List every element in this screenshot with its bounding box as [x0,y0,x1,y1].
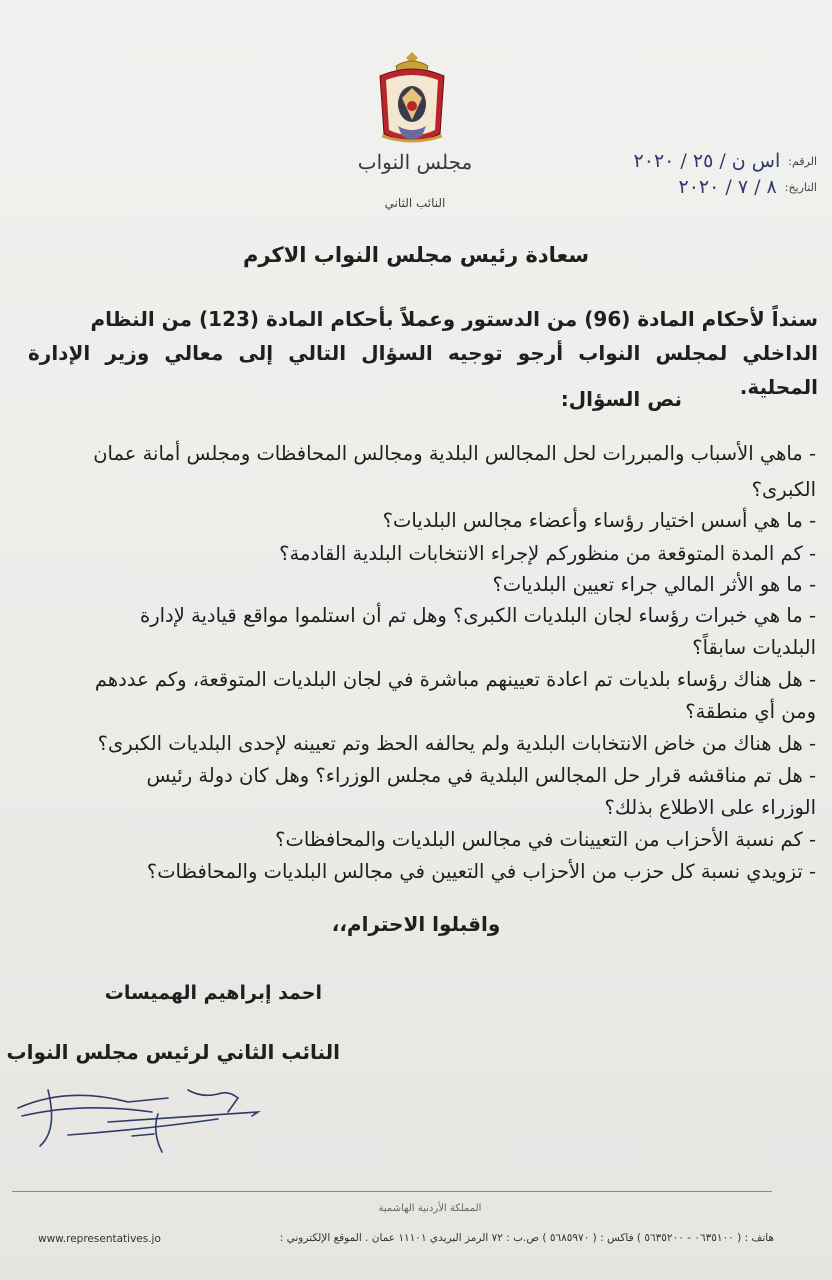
date-row [679,176,818,198]
footer-contact: هاتف : ( ٠٦٣٥١٠٠ - ٥٦٣٥٢٠٠ ) فاكس : ( ٥٦٨٥٩٧٠ ) ص.ب : ٧٢ الرمز البريدي ١١١٠١ عمان . الموقع الإلكتروني : [279,1232,774,1244]
intro-line-1: سنداً لأحكام المادة (96) من الدستور وعملاً بأحكام المادة (123) من النظام [90,307,818,331]
question-heading: نص السؤال: [560,387,682,411]
question-line: - ما هو الأثر المالي جراء تعيين البلديات؟ [492,573,816,596]
signatory-name: احمد إبراهيم الهميسات [104,982,322,1004]
question-line: الكبرى؟ [751,478,816,501]
royal-crest-icon [372,48,452,148]
footer-org-name: المملكة الأردنية الهاشمية [378,1203,482,1214]
signatory-title: النائب الثاني لرئيس مجلس النواب [6,1040,340,1064]
question-line: - هل هناك رؤساء بلديات تم اعادة تعيينهم مباشرة في لجان البلديات المتوقعة، وكم عددهم [94,668,816,691]
website-link[interactable]: www.representatives.jo [38,1233,161,1245]
question-line: - ماهي الأسباب والمبررات لحل المجالس البلدية ومجالس المحافظات ومجلس أمانة عمان [93,442,816,465]
reference-value: اس ن / ٢٥ / ٢٠٢٠ [633,150,781,172]
question-line: - هل تم مناقشه قرار حل المجالس البلدية في مجلس الوزراء؟ وهل كان دولة رئيس [146,764,816,787]
reference-label: الرقم: [788,154,817,168]
question-line: - تزويدي نسبة كل حزب من الأحزاب في التعيين في مجالس البلديات والمحافظات؟ [146,860,816,883]
org-name-calligraphy: مجلس النواب [357,150,473,174]
question-line: - كم المدة المتوقعة من منظوركم لإجراء الانتخابات البلدية القادمة؟ [279,542,816,565]
addressee: سعادة رئيس مجلس النواب الاكرم [242,243,590,267]
intro-line-2: الداخلي لمجلس النواب أرجو توجيه السؤال التالي إلى معالي وزير الإدارة المحلية. [28,341,818,399]
question-line: - كم نسبة الأحزاب من التعيينات في مجالس البلديات والمحافظات؟ [275,828,816,851]
handwritten-signature [8,1080,278,1160]
question-line: الوزراء على الاطلاع بذلك؟ [604,796,816,819]
date-value: ٨ / ٧ / ٢٠٢٠ [678,176,777,198]
question-line: - هل هناك من خاض الانتخابات البلدية ولم يحالفه الحظ وتم تعيينه لإحدى البلديات الكبرى؟ [97,732,816,755]
question-line: - ما هي خبرات رؤساء لجان البلديات الكبرى؟ وهل تم أن استلموا مواقع قيادية لإدارة [139,604,816,627]
question-line: - ما هي أسس اختيار رؤساء وأعضاء مجالس البلديات؟ [382,509,816,532]
deputy-label: النائب الثاني [384,196,446,210]
date-label: التاريخ: [784,180,817,194]
footer-divider [12,1191,772,1192]
reference-row [634,150,817,172]
closing-salutation: واقبلوا الاحترام،، [331,912,501,936]
question-line: ومن أي منطقة؟ [685,700,816,723]
question-line: البلديات سابقاً؟ [692,636,816,659]
